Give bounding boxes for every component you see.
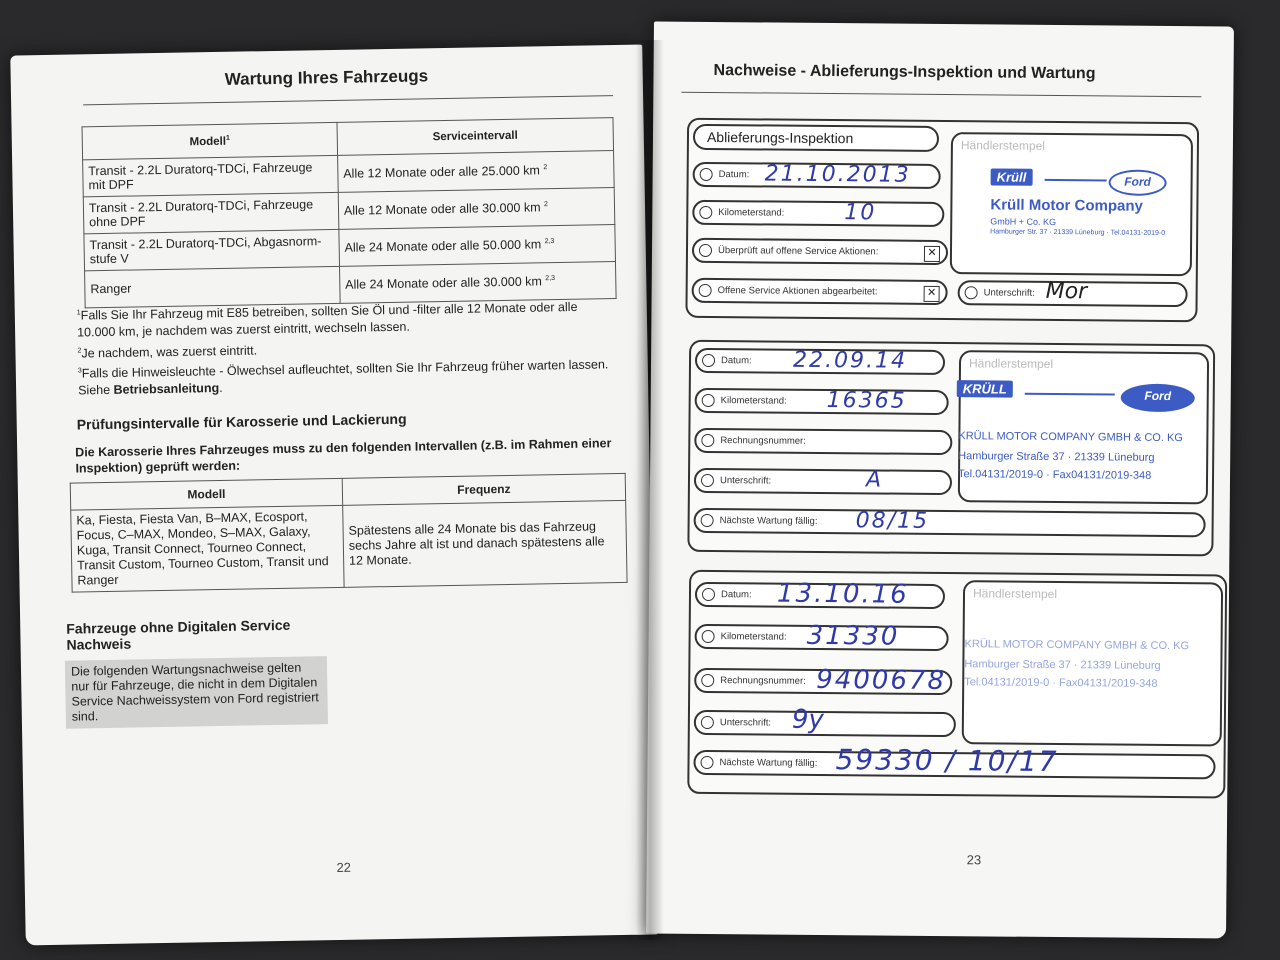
model-cell: Transit - 2.2L Duratorq-TDCi, Fahrzeuge ohne DPF [83, 192, 338, 233]
radio-circle [701, 474, 714, 487]
interval-cell: Alle 24 Monate oder alle 30.000 km $^{2,3}$ [339, 262, 616, 304]
km-field[interactable] [692, 200, 944, 227]
field-label: Rechnungsnummer: [720, 675, 806, 687]
radio-circle [699, 244, 712, 257]
service-record-2 [687, 570, 1227, 799]
field-label: Datum: [720, 355, 752, 367]
left-page [10, 45, 657, 946]
stamp-placeholder: Händlerstempel [972, 586, 1058, 602]
field-label: Unterschrift: [719, 475, 772, 487]
field-label: Kilometerstand: [720, 631, 787, 643]
krull-logo: KRÜLL [957, 380, 1013, 397]
ford-logo: Ford [1121, 384, 1195, 413]
invoice-field[interactable] [694, 428, 952, 455]
stamp-placeholder: Händlerstempel [968, 356, 1054, 371]
radio-circle [701, 674, 714, 687]
radio-circle [702, 354, 715, 367]
stamp-address: Hamburger Straße 37 · 21339 Lüneburg [958, 450, 1155, 464]
field-label: Datum: [720, 589, 752, 601]
page-title: Nachweise - Ablieferungs-Inspektion und Wartung [713, 62, 1096, 83]
footnote: $^1$Falls Sie Ihr Fahrzeug mit E85 betreiben, sollten Sie Öl und -filter alle 12 Monate oder alle 10.000 km, je nachdem was zuerst eintritt, wechseln lassen. [76, 299, 578, 340]
field-label: Kilometerstand: [720, 395, 787, 407]
title-rule [681, 92, 1201, 98]
signature-field[interactable] [958, 280, 1188, 307]
service-interval-table [82, 117, 617, 308]
signature-field[interactable] [694, 704, 956, 737]
field-label: Unterschrift: [719, 717, 772, 729]
km-field[interactable] [695, 388, 949, 415]
field-label: Überprüft auf offene Service Aktionen: [717, 245, 879, 258]
handwritten-date: 13.10.16 [776, 578, 909, 610]
handwritten-km: 16365 [826, 388, 907, 414]
handwritten-km: 10 [844, 200, 877, 226]
signature-field[interactable] [694, 468, 952, 495]
stamp-placeholder: Händlerstempel [960, 138, 1046, 153]
field-label: Datum: [718, 169, 750, 181]
radio-circle [699, 284, 712, 297]
handwritten-signature: 9y [791, 704, 824, 735]
radio-circle [965, 286, 978, 299]
table-row [71, 500, 627, 592]
stamp-line [1025, 393, 1115, 396]
interval-cell: Alle 24 Monate oder alle 50.000 km $^{2,3}$ [339, 225, 616, 267]
handwritten-invoice: 9400678 [816, 664, 947, 697]
stamp-address: Hamburger Str. 37 · 21339 Lüneburg · Tel.04131-2019-0 [990, 228, 1166, 237]
dealer-stamp-box [950, 132, 1193, 276]
footnote: $^2$Je nachdem, was zuerst eintritt. [77, 343, 258, 361]
field-label: Nächste Wartung fällig: [719, 757, 818, 769]
handwritten-signature: Mor [1045, 278, 1088, 305]
checked-checkbox[interactable]: ✕ [924, 286, 940, 302]
stamp-legal: GmbH + Co. KG [990, 216, 1057, 228]
radio-circle [700, 168, 713, 181]
table-header: Frequenz [342, 473, 625, 505]
table-header: Modell [70, 478, 342, 510]
note-box: Die folgenden Wartungsnachweise gelten nur für Fahrzeuge, die nicht in dem Digitalen Service Nachweissystem von Ford registriert sind. [65, 656, 328, 729]
checked-checkbox[interactable]: ✕ [924, 246, 940, 262]
delivery-inspection-section [685, 118, 1199, 322]
section-title: Ablieferungs-Inspektion [706, 128, 854, 147]
done-actions-field[interactable] [692, 278, 948, 305]
field-label: Kilometerstand: [718, 207, 785, 219]
radio-circle [701, 716, 714, 729]
krull-logo: Krüll [991, 168, 1033, 185]
table-header: Serviceintervall [337, 118, 614, 156]
stamp-phone: Tel.04131/2019-0 · Fax04131/2019-348 [957, 468, 1152, 482]
stamp-company: KRÜLL MOTOR COMPANY GMBH & CO. KG [964, 638, 1190, 653]
field-label: Rechnungsnummer: [720, 435, 806, 447]
frequency-cell: Spätestens alle 24 Monate bis das Fahrzeug sechs Jahre alt ist und danach spätestens alle 12 Monate. [343, 500, 627, 587]
checked-actions-field[interactable] [692, 238, 948, 265]
date-field[interactable] [695, 578, 945, 610]
radio-circle [701, 514, 714, 527]
field-label: Unterschrift: [983, 287, 1035, 299]
page-title: Wartung Ihres Fahrzeugs [224, 66, 429, 89]
handwritten-km: 31330 [806, 620, 900, 652]
stamp-company: Krüll Motor Company [990, 196, 1143, 215]
radio-circle [702, 394, 715, 407]
handwritten-signature: A [865, 467, 882, 493]
model-cell: Ka, Fiesta, Fiesta Van, B–MAX, Ecosport, Focus, C–MAX, Mondeo, S–MAX, Galaxy, Kuga, Transit Connect, Tourneo Connect, Transit Custom, Tourneo Custom, Transit und Ranger [71, 505, 344, 592]
next-service-field[interactable] [694, 508, 1206, 537]
radio-circle [702, 630, 715, 643]
next-service-field[interactable] [693, 743, 1215, 780]
section-heading: Prüfungsintervalle für Karosserie und Lackierung [76, 410, 407, 433]
radio-circle [700, 756, 713, 769]
interval-cell: Alle 12 Monate oder alle 25.000 km $^2$ [337, 151, 614, 193]
date-field[interactable] [695, 348, 945, 375]
handwritten-next-service: 59330 / 10/17 [835, 743, 1059, 779]
stamp-line [1045, 179, 1107, 182]
invoice-field[interactable] [694, 664, 952, 697]
field-label: Nächste Wartung fällig: [719, 515, 818, 527]
stamp-phone: Tel.04131/2019-0 · Fax04131/2019-348 [964, 676, 1158, 690]
title-rule [83, 95, 613, 105]
radio-circle [699, 206, 712, 219]
dealer-stamp-box [958, 350, 1209, 504]
field-label: Offene Service Aktionen abgearbeitet: [717, 285, 878, 298]
section-heading: Fahrzeuge ohne Digitalen Service Nachweis [66, 616, 291, 653]
radio-circle [702, 588, 715, 601]
ford-logo: Ford [1108, 169, 1166, 196]
footnote: $^3$Falls die Hinweisleuchte - Ölwechsel aufleuchtet, sollten Sie Ihr Fahrzeug früher warten lassen. Siehe Betriebsanleitung. [77, 357, 609, 398]
handwritten-date: 22.09.14 [792, 347, 908, 374]
inspection-title-box [693, 124, 939, 152]
table-header: Modell$^1$ [82, 122, 337, 159]
stamp-address: Hamburger Straße 37 · 21339 Lüneburg [964, 658, 1161, 672]
model-cell: Transit - 2.2L Duratorq-TDCi, Abgasnorm-stufe V [84, 229, 339, 270]
body-inspection-table [70, 473, 628, 593]
stamp-company: KRÜLL MOTOR COMPANY GMBH & CO. KG [958, 430, 1183, 445]
handwritten-next-service: 08/15 [855, 508, 930, 534]
section-intro: Die Karosserie Ihres Fahrzeuges muss zu den folgenden Intervallen (z.B. im Rahmen einer Inspektion) geprüft werden: [75, 436, 612, 476]
interval-cell: Alle 12 Monate oder alle 30.000 km $^2$ [338, 188, 615, 230]
date-field[interactable] [693, 162, 941, 189]
dealer-stamp-box [962, 580, 1223, 746]
km-field[interactable] [695, 620, 949, 652]
handwritten-date: 21.10.2013 [764, 161, 911, 188]
page-number: 22 [336, 859, 352, 876]
service-record-1 [687, 340, 1215, 557]
page-number: 23 [966, 852, 982, 868]
model-cell: Ranger [85, 266, 340, 307]
model-cell: Transit - 2.2L Duratorq-TDCi, Fahrzeuge mit DPF [83, 155, 338, 196]
radio-circle [701, 434, 714, 447]
right-page [646, 21, 1234, 938]
